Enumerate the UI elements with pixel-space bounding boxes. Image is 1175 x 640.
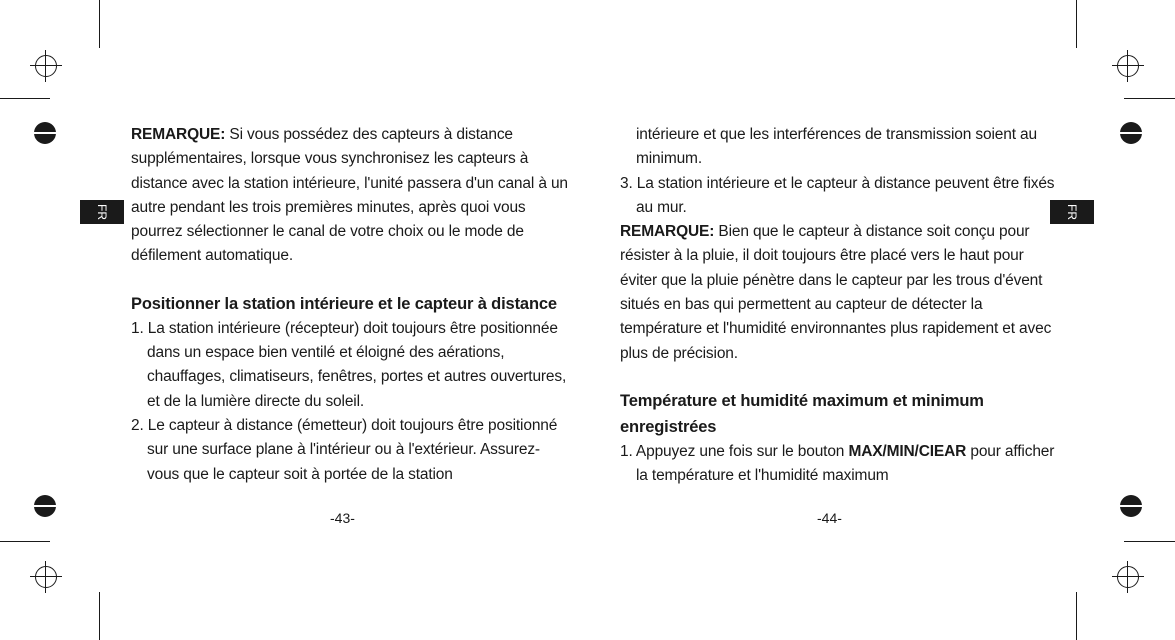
language-tab: FR [80, 200, 124, 224]
list-item-continuation: intérieure et que les interférences de transmission soient au minimum. [636, 126, 1037, 168]
remark-paragraph [620, 220, 1060, 366]
remark-paragraph [131, 123, 571, 269]
button-name: MAX/MIN/CIEAR [848, 442, 967, 460]
list-item: 2. Le capteur à distance (émetteur) doit toujours être positionné sur une surface plane à l'intérieur ou à l'extérieur. Assurez-vous que le capteur soit à portée de la station [131, 416, 558, 483]
remark-label: REMARQUE: [131, 126, 226, 143]
right-page-content [620, 123, 1060, 489]
page-number: -44- [817, 510, 842, 526]
remark-text: Bien que le capteur à distance soit conçu pour résister à la pluie, il doit toujours être placé vers le haut pour éviter que la pluie pénètre dans le capteur par les trous d'évent situés en bas qui permettent au capteur de détecter la température et l'humidité environnantes plus rapidement et avec plus de précision. [620, 223, 1052, 362]
section-heading: Positionner la station intérieure et le capteur à distance [131, 294, 557, 313]
list-item: 1. Appuyez une fois sur le bouton MAX/MIN/CIEAR pour afficher la température et l'humidité maximum [620, 442, 1055, 485]
right-page [588, 0, 1175, 640]
list-item: 1. La station intérieure (récepteur) doit toujours être positionnée dans un espace bien ventilé et éloigné des aérations, chauffages, climatiseurs, fenêtres, portes et autres ouvertures, et de la lumière directe du soleil. [131, 319, 567, 410]
left-page-content [131, 123, 571, 487]
section-heading: Température et humidité maximum et minimum enregistrées [620, 391, 984, 436]
remark-text: Si vous possédez des capteurs à distance supplémentaires, lorsque vous synchronisez les capteurs à distance avec la station intérieure, l'unité passera d'un canal à un autre pendant les trois premières minutes, après quoi vous pourrez sélectionner le canal de votre choix ou le mode de défilement automatique. [131, 126, 568, 265]
language-tab: FR [1050, 200, 1094, 224]
list-item: 3. La station intérieure et le capteur à distance peuvent être fixés au mur. [620, 174, 1055, 216]
page-number: -43- [330, 510, 355, 526]
remark-label: REMARQUE: [620, 223, 715, 241]
